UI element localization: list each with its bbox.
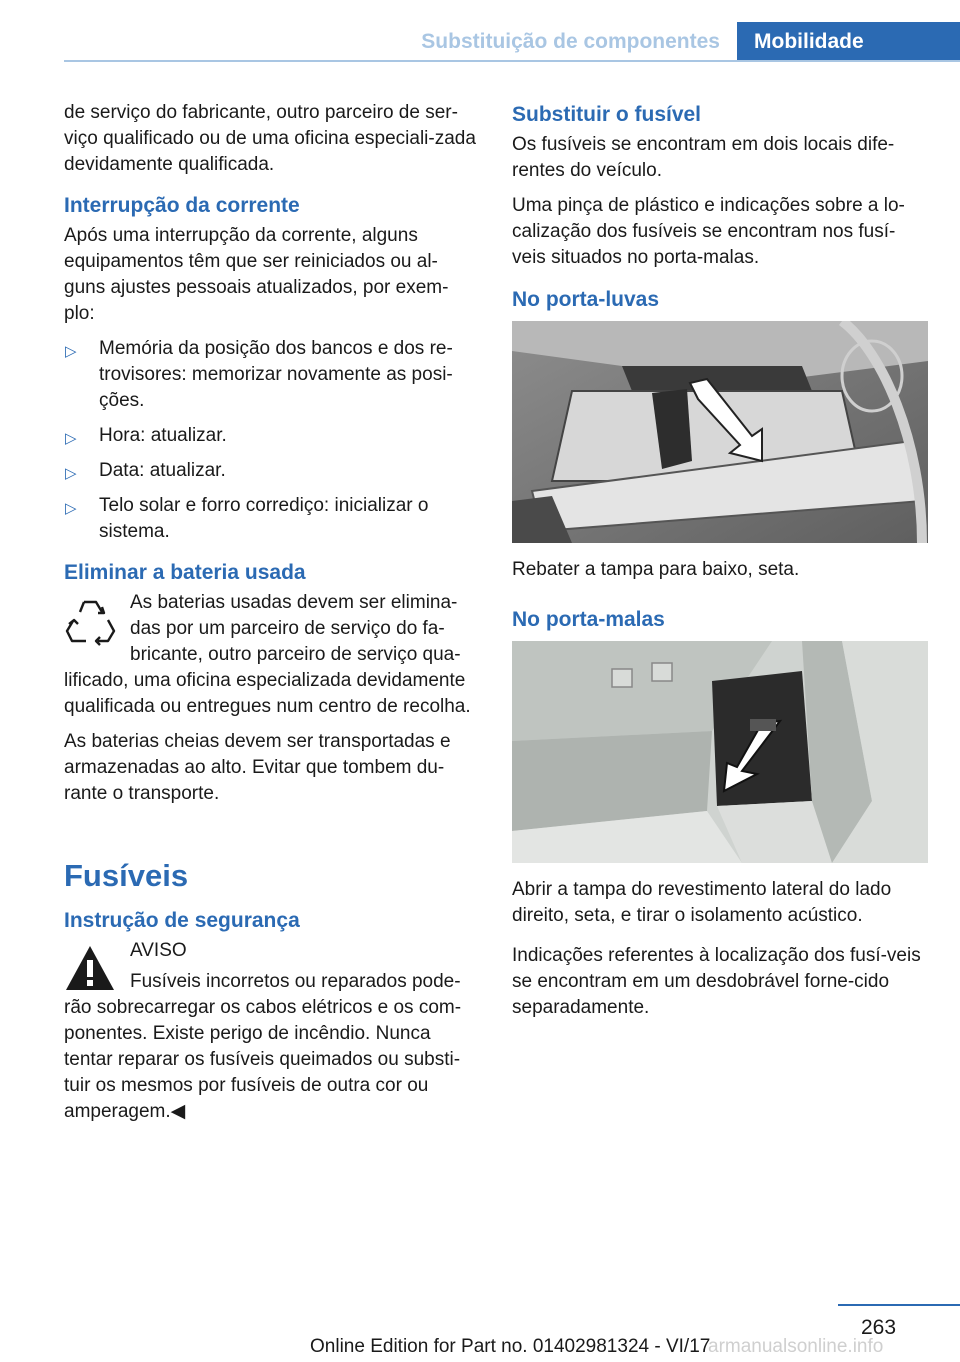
bateria-paragraph-2: As baterias cheias devem ser transportadas e armazenadas ao alto. Evitar que tombem du-rante o transporte. (64, 731, 451, 804)
warning-block (64, 938, 476, 1125)
trunk-caption: Abrir a tampa do revestimento lateral do lado direito, seta, e tirar o isolamento acústico. (512, 879, 892, 926)
substituir-paragraph-1: Os fusíveis se encontram em dois locais dife-rentes do veículo. (512, 134, 895, 181)
bateria-paragraph-1: As baterias usadas devem ser elimina-das por um parceiro de serviço do fa-bricante, outro parceiro de serviço qua-lificado, uma oficina especializada devidamente qualificada ou entregues num centro de recolha. (64, 592, 471, 717)
warning-icon (64, 944, 116, 992)
watermark: armanualsonline.info (708, 1336, 884, 1357)
glovebox-photo (512, 321, 928, 543)
page-number: 263 (861, 1316, 897, 1339)
right-column (512, 100, 928, 1030)
page-header (0, 0, 960, 64)
glovebox-caption: Rebater a tampa para baixo, seta. (512, 559, 800, 580)
intro-paragraph: de serviço do fabricante, outro parceiro de ser-viço qualificado ou de uma oficina especiali-zada devidamente qualificada. (64, 102, 476, 175)
header-rule (64, 60, 960, 62)
heading-bateria: Eliminar a bateria usada (64, 561, 306, 584)
triangle-right-icon: ▷ (65, 465, 77, 482)
section-title: Substituição de componentes (421, 30, 720, 53)
chapter-tab: Mobilidade (737, 22, 960, 61)
list-item: ▷ Data: atualizar. (64, 458, 476, 484)
list-item: ▷ Memória da posição dos bancos e dos re-trovisores: memorizar novamente as posi-ções. (65, 338, 453, 411)
edition-note: Online Edition for Part no. 01402981324 - VI/17 (310, 1336, 711, 1357)
list-item: ▷ Telo solar e forro corrediço: inicializar o sistema. (65, 495, 429, 542)
left-column (64, 100, 476, 1134)
list-item: ▷ Hora: atualizar. (64, 423, 476, 449)
footer-rule (838, 1304, 960, 1306)
triangle-right-icon: ▷ (65, 343, 77, 360)
interrupcao-paragraph: Após uma interrupção da corrente, alguns equipamentos têm que ser reiniciados ou al-guns ajustes pessoais atualizados, por exem-plo: (64, 225, 449, 324)
heading-substituir: Substituir o fusível (512, 103, 702, 126)
trunk-photo (512, 641, 928, 863)
recycle-icon (64, 594, 116, 654)
triangle-right-icon: ▷ (65, 430, 77, 447)
heading-interrupcao: Interrupção da corrente (64, 194, 300, 217)
heading-fusiveis: Fusíveis (64, 858, 189, 893)
indicacoes-paragraph: Indicações referentes à localização dos fusí-veis se encontram em um desdobrável forne-cido separadamente. (512, 945, 921, 1018)
heading-seguranca: Instrução de segurança (64, 909, 300, 932)
substituir-paragraph-2: Uma pinça de plástico e indicações sobre a lo-calização dos fusíveis se encontram nos fusí-veis situados no porta-malas. (512, 195, 905, 268)
heading-porta-malas: No porta-malas (512, 608, 665, 631)
triangle-right-icon: ▷ (65, 500, 77, 517)
reset-list (64, 336, 476, 545)
warning-label: AVISO (130, 940, 187, 961)
warning-text: Fusíveis incorretos ou reparados pode-rão sobrecarregar os cabos elétricos e os com-ponentes. Existe perigo de incêndio. Nunca tentar reparar os fusíveis queimados ou substi-tuir os mesmos por fusíveis de outra cor ou amperagem.◀ (64, 971, 462, 1122)
battery-disposal-block (64, 590, 476, 720)
heading-porta-luvas: No porta-luvas (512, 288, 660, 311)
